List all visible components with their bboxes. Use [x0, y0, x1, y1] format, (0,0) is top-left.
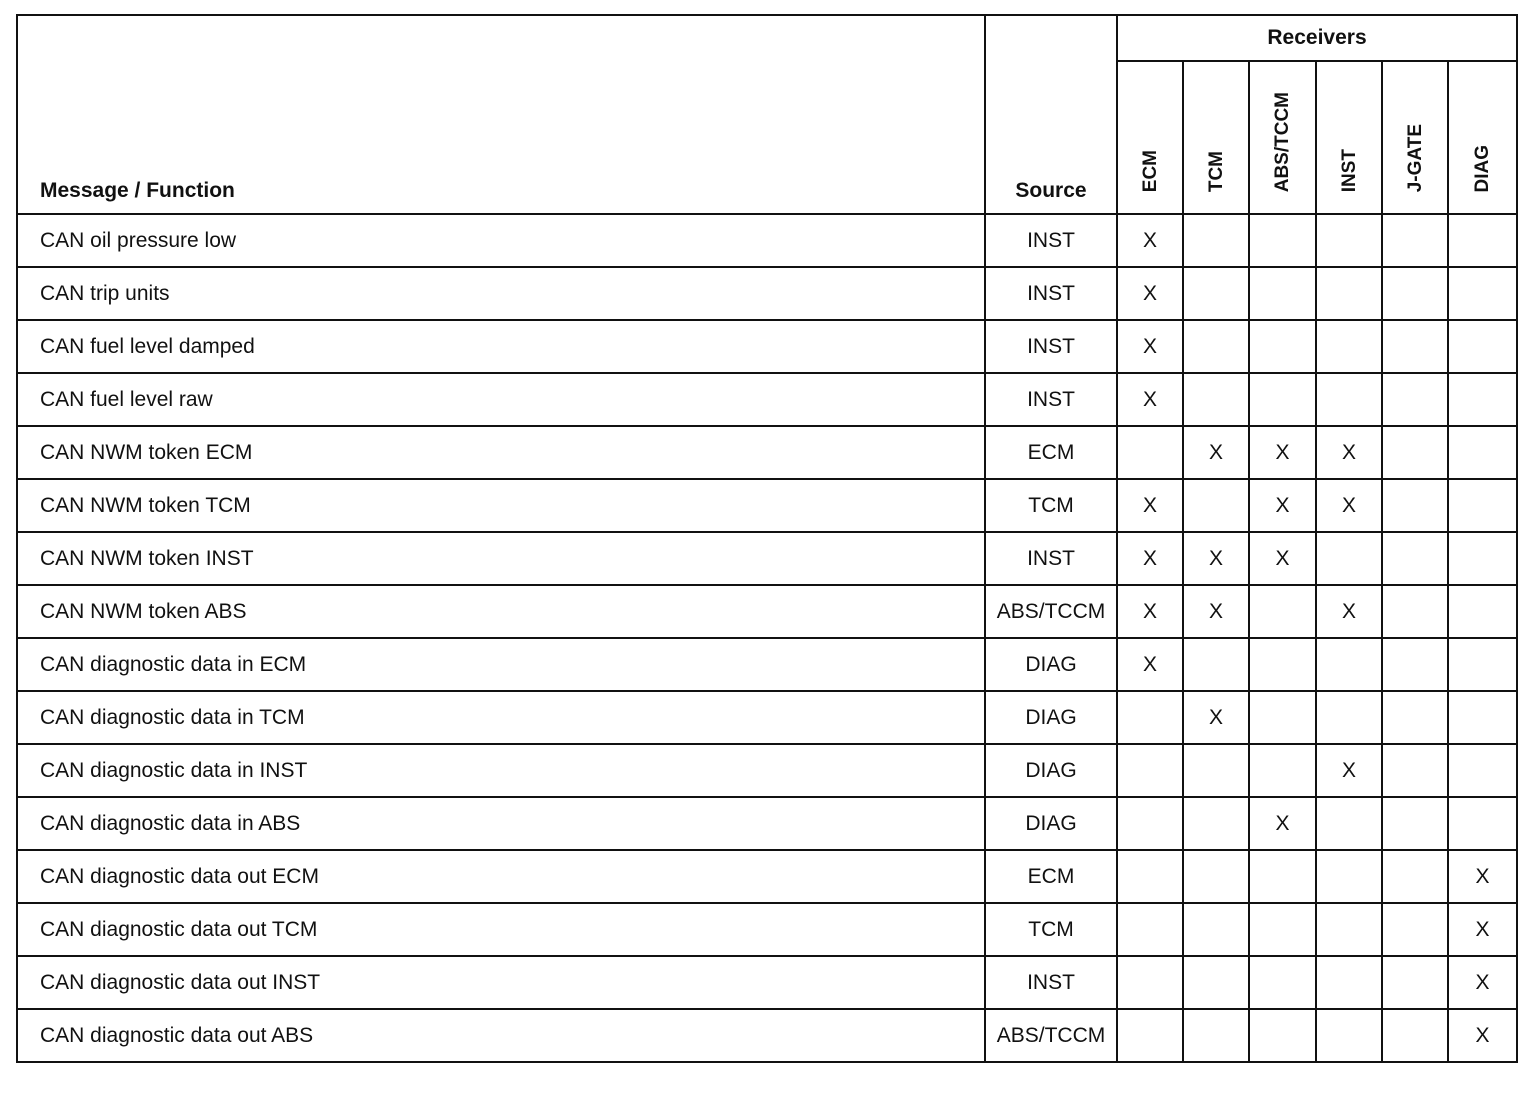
receiver-cell-inst — [1316, 532, 1382, 585]
receiver-header-ecm — [1117, 61, 1183, 214]
receiver-cell-ecm — [1117, 956, 1183, 1009]
receiver-cell-diag — [1448, 426, 1517, 479]
source-cell: TCM — [985, 903, 1117, 956]
receiver-cell-tcm: X — [1183, 532, 1249, 585]
receiver-cell-ecm: X — [1117, 320, 1183, 373]
source-cell: INST — [985, 214, 1117, 267]
receiver-cell-jgate — [1382, 956, 1448, 1009]
receiver-cell-jgate — [1382, 479, 1448, 532]
receiver-cell-inst: X — [1316, 426, 1382, 479]
receiver-header-j-gate — [1382, 61, 1448, 214]
receiver-cell-inst — [1316, 214, 1382, 267]
table-body — [17, 214, 1517, 1062]
source-cell: INST — [985, 373, 1117, 426]
header-row-top — [17, 15, 1517, 61]
receiver-cell-tcm — [1183, 956, 1249, 1009]
receiver-cell-ecm — [1117, 1009, 1183, 1062]
receiver-cell-diag — [1448, 320, 1517, 373]
message-function-cell: CAN diagnostic data in TCM — [17, 691, 985, 744]
receiver-cell-tcm — [1183, 373, 1249, 426]
receiver-cell-jgate — [1382, 585, 1448, 638]
receiver-cell-diag — [1448, 373, 1517, 426]
receiver-cell-jgate — [1382, 320, 1448, 373]
receiver-cell-ecm — [1117, 426, 1183, 479]
receiver-cell-jgate — [1382, 214, 1448, 267]
receiver-cell-abs: X — [1249, 797, 1316, 850]
receiver-cell-tcm — [1183, 744, 1249, 797]
can-message-matrix-table — [16, 14, 1518, 1063]
receiver-cell-ecm — [1117, 744, 1183, 797]
receiver-cell-inst — [1316, 903, 1382, 956]
receiver-cell-inst: X — [1316, 585, 1382, 638]
receiver-cell-ecm: X — [1117, 214, 1183, 267]
receiver-cell-tcm: X — [1183, 691, 1249, 744]
table-row — [17, 373, 1517, 426]
receiver-cell-inst — [1316, 267, 1382, 320]
table-row — [17, 426, 1517, 479]
table-header — [17, 15, 1517, 214]
source-cell: INST — [985, 532, 1117, 585]
table-row — [17, 532, 1517, 585]
receiver-cell-abs — [1249, 638, 1316, 691]
receiver-label-ecm: ECM — [1139, 149, 1161, 192]
receiver-cell-jgate — [1382, 903, 1448, 956]
message-function-cell: CAN NWM token TCM — [17, 479, 985, 532]
message-function-cell: CAN diagnostic data out ECM — [17, 850, 985, 903]
receiver-label-j-gate: J-GATE — [1404, 123, 1426, 192]
receiver-cell-abs — [1249, 691, 1316, 744]
table-row — [17, 903, 1517, 956]
receiver-cell-jgate — [1382, 744, 1448, 797]
receiver-header-inst — [1316, 61, 1382, 214]
source-cell: DIAG — [985, 744, 1117, 797]
receiver-cell-jgate — [1382, 267, 1448, 320]
table-row — [17, 1009, 1517, 1062]
receiver-cell-inst — [1316, 797, 1382, 850]
receiver-cell-diag: X — [1448, 1009, 1517, 1062]
message-function-cell: CAN diagnostic data in INST — [17, 744, 985, 797]
receiver-cell-jgate — [1382, 532, 1448, 585]
table-row — [17, 956, 1517, 1009]
table-row — [17, 267, 1517, 320]
receiver-cell-ecm: X — [1117, 267, 1183, 320]
receiver-cell-diag — [1448, 214, 1517, 267]
receiver-cell-ecm — [1117, 797, 1183, 850]
receiver-label-inst: INST — [1338, 148, 1360, 192]
receiver-label-diag: DIAG — [1472, 144, 1493, 192]
table-row — [17, 691, 1517, 744]
receiver-cell-diag: X — [1448, 903, 1517, 956]
receiver-cell-jgate — [1382, 373, 1448, 426]
receiver-cell-ecm — [1117, 850, 1183, 903]
receiver-cell-abs — [1249, 320, 1316, 373]
table-row — [17, 850, 1517, 903]
source-cell: DIAG — [985, 638, 1117, 691]
receiver-header-diag — [1448, 61, 1517, 214]
receiver-cell-tcm: X — [1183, 585, 1249, 638]
receiver-cell-diag — [1448, 744, 1517, 797]
receiver-cell-abs — [1249, 373, 1316, 426]
table-row — [17, 585, 1517, 638]
receiver-header-abs-tccm — [1249, 61, 1316, 214]
message-function-cell: CAN diagnostic data out INST — [17, 956, 985, 1009]
message-function-cell: CAN trip units — [17, 267, 985, 320]
table-row — [17, 744, 1517, 797]
message-function-cell: CAN diagnostic data in ABS — [17, 797, 985, 850]
receiver-cell-diag: X — [1448, 850, 1517, 903]
receiver-cell-tcm — [1183, 479, 1249, 532]
receiver-cell-diag — [1448, 797, 1517, 850]
receiver-cell-tcm: X — [1183, 426, 1249, 479]
receiver-cell-jgate — [1382, 797, 1448, 850]
source-cell: ECM — [985, 850, 1117, 903]
receiver-cell-diag: X — [1448, 956, 1517, 1009]
source-cell: DIAG — [985, 691, 1117, 744]
receiver-cell-diag — [1448, 267, 1517, 320]
receiver-cell-tcm — [1183, 1009, 1249, 1062]
receiver-cell-jgate — [1382, 638, 1448, 691]
receiver-cell-abs: X — [1249, 426, 1316, 479]
receiver-label-tcm: TCM — [1205, 150, 1227, 192]
receiver-cell-diag — [1448, 585, 1517, 638]
message-function-cell: CAN fuel level damped — [17, 320, 985, 373]
receiver-cell-ecm — [1117, 903, 1183, 956]
source-cell: ABS/TCCM — [985, 585, 1117, 638]
receiver-cell-ecm: X — [1117, 585, 1183, 638]
receiver-header-tcm — [1183, 61, 1249, 214]
receiver-cell-abs — [1249, 267, 1316, 320]
receiver-cell-abs — [1249, 744, 1316, 797]
receiver-cell-abs — [1249, 903, 1316, 956]
receiver-label-abs-tccm: ABS/TCCM — [1272, 91, 1293, 192]
receivers-header: Receivers — [1117, 15, 1517, 61]
receiver-cell-tcm — [1183, 638, 1249, 691]
receiver-cell-abs — [1249, 214, 1316, 267]
receiver-cell-inst: X — [1316, 744, 1382, 797]
receiver-cell-abs — [1249, 585, 1316, 638]
receiver-cell-abs: X — [1249, 479, 1316, 532]
receiver-cell-abs — [1249, 1009, 1316, 1062]
table-row — [17, 797, 1517, 850]
message-function-header: Message / Function — [17, 15, 985, 214]
receiver-cell-inst — [1316, 691, 1382, 744]
message-function-cell: CAN NWM token ECM — [17, 426, 985, 479]
receiver-cell-inst — [1316, 850, 1382, 903]
receiver-cell-tcm — [1183, 267, 1249, 320]
source-cell: DIAG — [985, 797, 1117, 850]
receiver-cell-jgate — [1382, 1009, 1448, 1062]
receiver-cell-diag — [1448, 691, 1517, 744]
receiver-cell-jgate — [1382, 691, 1448, 744]
receiver-cell-inst: X — [1316, 479, 1382, 532]
source-cell: ABS/TCCM — [985, 1009, 1117, 1062]
receiver-cell-inst — [1316, 373, 1382, 426]
receiver-cell-diag — [1448, 532, 1517, 585]
table-row — [17, 638, 1517, 691]
receiver-cell-inst — [1316, 638, 1382, 691]
message-function-cell: CAN fuel level raw — [17, 373, 985, 426]
table-row — [17, 214, 1517, 267]
receiver-cell-tcm — [1183, 320, 1249, 373]
source-header: Source — [985, 15, 1117, 214]
receiver-cell-tcm — [1183, 850, 1249, 903]
receiver-cell-diag — [1448, 479, 1517, 532]
receiver-cell-jgate — [1382, 850, 1448, 903]
source-cell: ECM — [985, 426, 1117, 479]
source-cell: TCM — [985, 479, 1117, 532]
receiver-cell-abs: X — [1249, 532, 1316, 585]
message-function-cell: CAN NWM token ABS — [17, 585, 985, 638]
receiver-cell-ecm: X — [1117, 638, 1183, 691]
receiver-cell-inst — [1316, 1009, 1382, 1062]
receiver-cell-diag — [1448, 638, 1517, 691]
receiver-cell-ecm — [1117, 691, 1183, 744]
message-function-cell: CAN NWM token INST — [17, 532, 985, 585]
source-cell: INST — [985, 956, 1117, 1009]
receiver-cell-abs — [1249, 956, 1316, 1009]
table-row — [17, 320, 1517, 373]
message-function-cell: CAN diagnostic data out ABS — [17, 1009, 985, 1062]
receiver-cell-tcm — [1183, 797, 1249, 850]
receiver-cell-ecm: X — [1117, 373, 1183, 426]
receiver-cell-tcm — [1183, 903, 1249, 956]
message-function-cell: CAN oil pressure low — [17, 214, 985, 267]
receiver-cell-abs — [1249, 850, 1316, 903]
message-function-cell: CAN diagnostic data out TCM — [17, 903, 985, 956]
receiver-cell-inst — [1316, 956, 1382, 1009]
receiver-cell-jgate — [1382, 426, 1448, 479]
receiver-cell-ecm: X — [1117, 532, 1183, 585]
receiver-cell-tcm — [1183, 214, 1249, 267]
table-row — [17, 479, 1517, 532]
message-function-cell: CAN diagnostic data in ECM — [17, 638, 985, 691]
source-cell: INST — [985, 320, 1117, 373]
receiver-cell-ecm: X — [1117, 479, 1183, 532]
source-cell: INST — [985, 267, 1117, 320]
receiver-cell-inst — [1316, 320, 1382, 373]
